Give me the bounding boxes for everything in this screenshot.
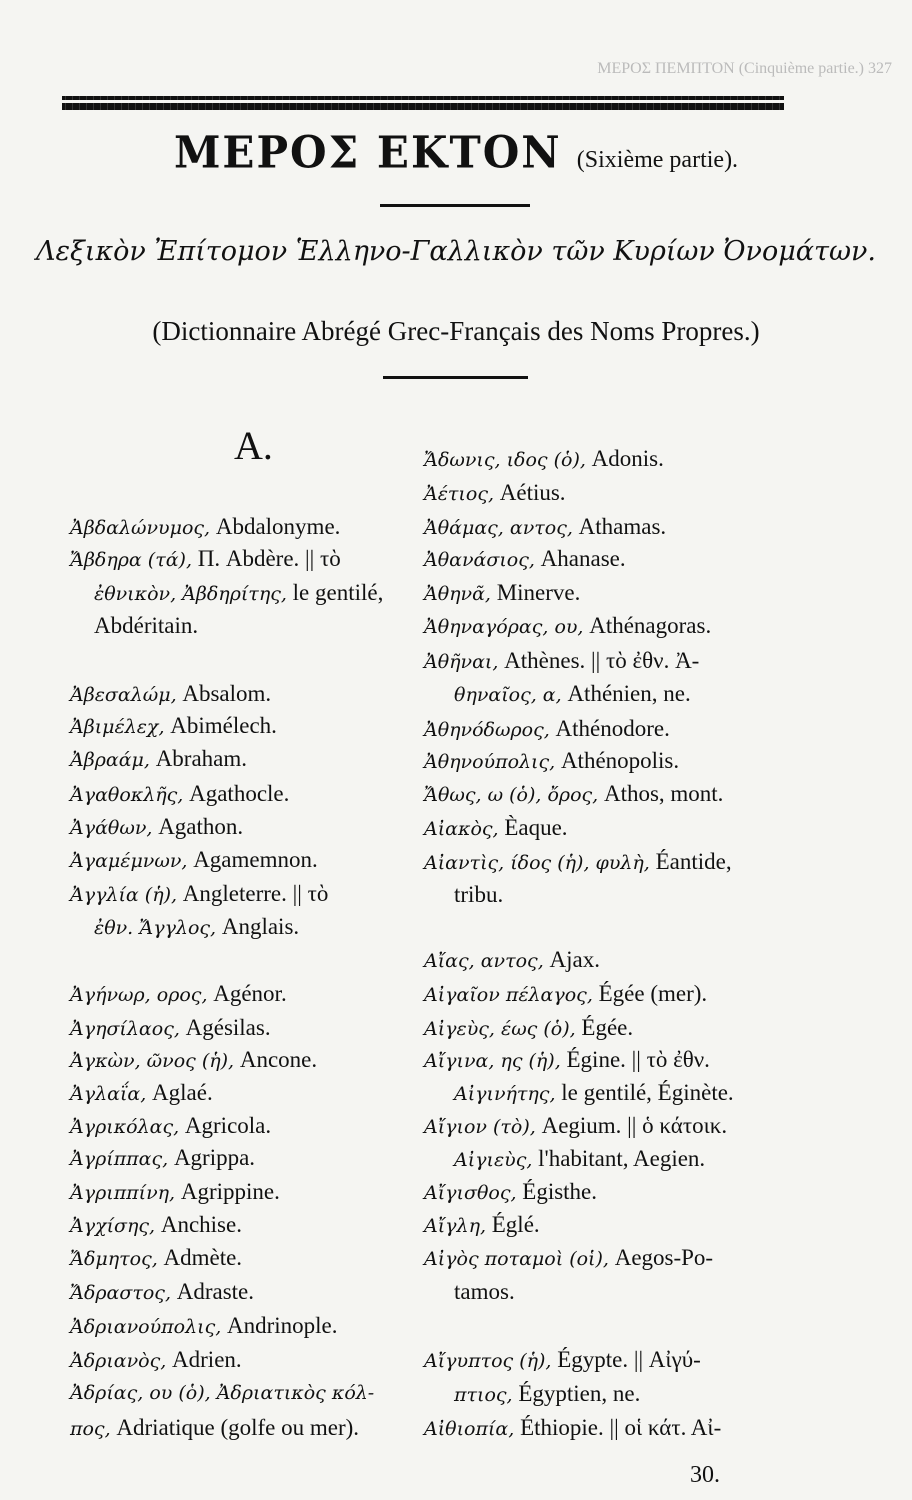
french-gloss: Abimélech. <box>164 713 277 738</box>
greek-headword: Ἀθανάσιος, <box>424 549 535 571</box>
greek-headword: Ἀδρίας, ου (ὁ), Ἀδριατικὸς κόλ- <box>70 1382 375 1404</box>
french-gloss: Athos, mont. <box>598 781 724 806</box>
greek-headword: Ἀγγλία (ἡ), <box>70 884 178 906</box>
dictionary-entry <box>424 479 566 508</box>
greek-headword: Αἰθιοπία, <box>424 1418 515 1440</box>
greek-headword: Αἰγαῖον πέλαγος, <box>424 984 593 1006</box>
greek-headword: Ἀγαθοκλῆς, <box>70 784 184 806</box>
dictionary-entry <box>424 579 580 608</box>
greek-headword: Αἰγιεὺς, <box>454 1149 533 1171</box>
dictionary-entry <box>70 1244 242 1273</box>
french-gloss: tribu. <box>454 882 504 907</box>
french-gloss: Absalom. <box>176 681 272 706</box>
greek-headword: Ἀγαμέμνων, <box>70 850 188 872</box>
dictionary-entry <box>424 1112 727 1141</box>
dictionary-entry <box>424 647 699 676</box>
french-gloss: Agénor. <box>207 981 287 1006</box>
greek-headword: Αἰαντὶς, ίδος (ἡ), φυλὴ, <box>424 852 650 874</box>
dictionary-entry <box>424 780 723 809</box>
french-gloss: Égine. || τὸ ἐθν. <box>560 1047 710 1072</box>
french-gloss: Égisthe. <box>516 1179 598 1204</box>
dictionary-entry <box>454 1145 705 1174</box>
greek-headword: πος, <box>70 1418 111 1440</box>
dictionary-entry <box>424 747 679 776</box>
dictionary-entry <box>70 1046 317 1075</box>
french-gloss: Aglaé. <box>146 1080 213 1105</box>
dictionary-entry <box>70 1178 280 1207</box>
dictionary-entry <box>454 1380 640 1409</box>
dictionary-entry <box>424 1244 713 1273</box>
section-letter: A. <box>234 423 273 468</box>
french-gloss: Égée (mer). <box>592 981 708 1006</box>
greek-headword: Ἀδριανὸς, <box>70 1350 167 1372</box>
dictionary-entry <box>454 1079 734 1108</box>
dictionary-entry <box>70 745 247 774</box>
french-gloss: Minerve. <box>490 580 581 605</box>
french-gloss: le gentilé, <box>286 580 384 605</box>
dictionary-entry <box>424 1014 633 1043</box>
greek-headword: Ἀθηνούπολις, <box>424 751 556 773</box>
greek-headword: Ἀγλαΐα, <box>70 1083 147 1105</box>
french-gloss: Abraham. <box>149 746 248 771</box>
dictionary-entry <box>94 612 198 641</box>
dictionary-entry <box>70 1414 359 1443</box>
french-gloss: Athénodore. <box>549 716 670 741</box>
divider-rule <box>383 376 528 379</box>
greek-headword: Ἀγησίλαος, <box>70 1018 180 1040</box>
greek-headword: ἐθν. Ἄγγλος, <box>94 917 217 939</box>
greek-headword: Αἴας, αντος, <box>424 950 544 972</box>
french-gloss: Agésilas. <box>179 1015 271 1040</box>
greek-headword: Ἀβιμέλεχ, <box>70 716 165 738</box>
dictionary-entry <box>70 1144 255 1173</box>
dictionary-entry <box>94 579 383 608</box>
french-gloss: Athénopolis. <box>555 748 680 773</box>
greek-headword: Ἀθηνᾶ, <box>424 583 491 605</box>
dictionary-entry <box>424 1414 721 1443</box>
french-gloss: Agrippine. <box>175 1179 280 1204</box>
dictionary-entry <box>70 1112 271 1141</box>
dictionary-entry <box>454 680 691 709</box>
greek-headword: Ἀθηνόδωρος, <box>424 719 550 741</box>
french-gloss: Égée. <box>575 1015 634 1040</box>
greek-headword: Ἀγριππίνη, <box>70 1182 176 1204</box>
dictionary-entry <box>70 846 318 875</box>
greek-headword: Ἄδραστος, <box>70 1282 171 1304</box>
french-gloss: Aétius. <box>494 480 566 505</box>
greek-headword: Ἀθῆναι, <box>424 651 499 673</box>
greek-headword: Ἀγρίππας, <box>70 1148 169 1170</box>
dictionary-entry <box>424 715 670 744</box>
french-gloss: Agrippa. <box>168 1145 256 1170</box>
dictionary-entry <box>70 880 328 909</box>
dictionary-entry <box>424 980 707 1009</box>
greek-headword: Αἴγιον (τὸ), <box>424 1116 536 1138</box>
french-gloss: Π. Abdère. || τὸ <box>192 546 341 571</box>
french-gloss: Abdéritain. <box>94 613 199 638</box>
french-gloss: Aegos-Po- <box>608 1245 714 1270</box>
greek-headword: Αἴγλη, <box>424 1215 486 1237</box>
greek-headword: Αἰγινήτης, <box>454 1083 556 1105</box>
dictionary-entry <box>424 545 626 574</box>
french-gloss: Agamemnon. <box>187 847 318 872</box>
dictionary-entry <box>424 612 711 641</box>
dictionary-entry <box>424 1178 597 1207</box>
french-gloss: Athamas. <box>572 514 667 539</box>
dictionary-entry <box>424 848 732 877</box>
dictionary-entry <box>94 913 299 942</box>
french-gloss: Ahanase. <box>534 546 626 571</box>
greek-headword: Ἀγχίσης, <box>70 1215 156 1237</box>
dictionary-entry <box>424 814 568 843</box>
page-number: 30. <box>690 1462 720 1488</box>
dictionary-entry <box>70 680 271 709</box>
greek-headword: Ἀγάθων, <box>70 817 153 839</box>
french-gloss: Aegium. || ὁ κάτοικ. <box>535 1113 728 1138</box>
french-gloss: Agricola. <box>179 1113 272 1138</box>
dictionary-entry <box>424 1046 710 1075</box>
greek-headword: Αἰγὸς ποταμοὶ (οἱ), <box>424 1248 609 1270</box>
french-gloss: le gentilé, Éginète. <box>555 1080 734 1105</box>
greek-headword: Ἀβραάμ, <box>70 749 150 771</box>
dictionary-entry <box>424 513 666 542</box>
dictionary-entry <box>70 1079 213 1108</box>
greek-headword: Ἄδμητος, <box>70 1248 158 1270</box>
dictionary-entry <box>454 881 503 910</box>
french-gloss: Ancone. <box>234 1047 318 1072</box>
french-gloss: Athénagoras. <box>583 613 712 638</box>
divider-rule <box>380 204 530 207</box>
french-gloss: Admète. <box>157 1245 243 1270</box>
greek-headword: πτιος, <box>454 1384 513 1406</box>
greek-headword: Ἀγκὼν, ῶνος (ἡ), <box>70 1050 235 1072</box>
section-title-sub: (Sixième partie). <box>576 147 739 173</box>
dictionary-entry <box>424 445 664 474</box>
french-gloss: Égypte. || Αἰγύ- <box>551 1347 701 1372</box>
greek-headword: Ἀέτιος, <box>424 483 494 505</box>
greek-headword: Αἰακὸς, <box>424 818 499 840</box>
dictionary-entry <box>70 545 341 574</box>
dictionary-entry <box>70 1312 338 1341</box>
french-gloss: Èaque. <box>498 815 568 840</box>
french-gloss: Abdalonyme. <box>210 514 341 539</box>
french-gloss: Adrien. <box>166 1347 242 1372</box>
french-gloss: Agathon. <box>152 814 244 839</box>
dictionary-entry <box>70 712 277 741</box>
french-gloss: Anglais. <box>216 914 300 939</box>
greek-headword: Ἀγρικόλας, <box>70 1116 180 1138</box>
greek-headword: Ἀβδαλώνυμος, <box>70 517 211 539</box>
dictionary-entry <box>70 1278 254 1307</box>
french-title: (Dictionnaire Abrégé Grec-Français des Noms Propres.) <box>152 316 760 346</box>
greek-headword: ἐθνικὸν, Ἀβδηρίτης, <box>94 583 287 605</box>
greek-title: Λεξικὸν Ἐπίτομον Ἑλληνο-Γαλλικὸν τῶν Κυρίων Ὀνομάτων. <box>36 236 876 267</box>
french-gloss: Anchise. <box>155 1212 242 1237</box>
greek-headword: Ἀθηναγόρας, ου, <box>424 616 584 638</box>
french-gloss: Égyptien, ne. <box>512 1381 641 1406</box>
greek-headword: Ἀγήνωρ, ορος, <box>70 984 208 1006</box>
ornamental-rule <box>62 96 784 110</box>
dictionary-entry <box>70 1346 242 1375</box>
french-gloss: Adraste. <box>170 1279 255 1304</box>
greek-headword: θηναῖος, α, <box>454 684 562 706</box>
dictionary-entry <box>424 1211 540 1240</box>
dictionary-entry <box>70 980 287 1009</box>
french-gloss: tamos. <box>454 1279 515 1304</box>
section-title-main: ΜΕΡΟΣ ΕΚΤΟΝ <box>173 126 562 179</box>
greek-headword: Ἄθως, ω (ὁ), ὄρος, <box>424 784 599 806</box>
greek-headword: Αἴγυπτος (ἡ), <box>424 1350 552 1372</box>
french-gloss: Éantide, <box>649 849 732 874</box>
dictionary-entry <box>424 1346 701 1375</box>
greek-headword: Αἴγινα, ης (ἡ), <box>424 1050 561 1072</box>
dictionary-entry <box>70 1211 242 1240</box>
french-gloss: Adriatique (golfe ou mer). <box>110 1415 360 1440</box>
dictionary-entry <box>454 1278 515 1307</box>
dictionary-entry <box>70 1014 271 1043</box>
french-gloss: Athènes. || τὸ ἐθν. Ἀ- <box>498 648 700 673</box>
french-gloss: l'habitant, Aegien. <box>532 1146 706 1171</box>
greek-headword: Ἀθάμας, αντος, <box>424 517 573 539</box>
french-gloss: Ajax. <box>543 947 600 972</box>
greek-headword: Αἰγεὺς, έως (ὁ), <box>424 1018 576 1040</box>
french-gloss: Andrinople. <box>221 1313 338 1338</box>
dictionary-entry <box>70 780 289 809</box>
dictionary-entry <box>70 1378 374 1407</box>
show-through-header: ΜΕΡΟΣ ΠΕΜΠΤΟΝ (Cinquième partie.) 327 <box>597 60 892 77</box>
french-gloss: Éthiopie. || οἱ κάτ. Αἰ- <box>514 1415 722 1440</box>
dictionary-entry <box>424 946 600 975</box>
french-gloss: Adonis. <box>585 446 664 471</box>
greek-headword: Ἄβδηρα (τά), <box>70 549 192 571</box>
dictionary-entry <box>70 513 340 542</box>
french-gloss: Angleterre. || τὸ <box>177 881 329 906</box>
greek-headword: Ἀδριανούπολις, <box>70 1316 222 1338</box>
dictionary-entry <box>70 813 243 842</box>
french-gloss: Églé. <box>486 1212 540 1237</box>
greek-headword: Αἴγισθος, <box>424 1182 517 1204</box>
french-gloss: Athénien, ne. <box>561 681 691 706</box>
greek-headword: Ἄδωνις, ιδος (ὁ), <box>424 449 586 471</box>
french-gloss: Agathocle. <box>183 781 290 806</box>
section-title <box>0 128 912 177</box>
greek-headword: Ἀβεσαλώμ, <box>70 684 177 706</box>
